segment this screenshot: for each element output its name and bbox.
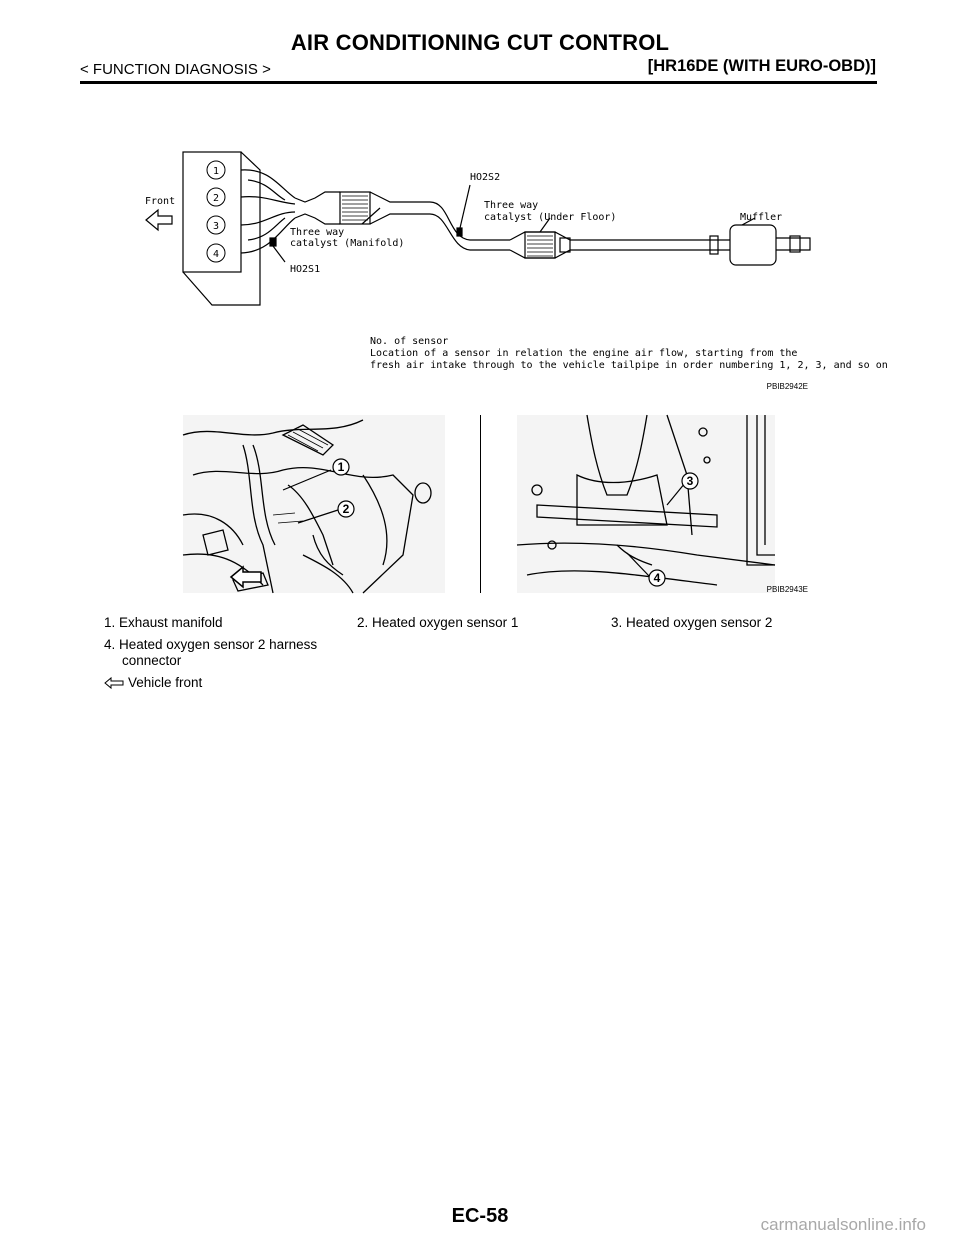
cat-floor-label-1: Three way [484,200,539,211]
cylinder-3-label: 3 [212,221,220,232]
callout-1: 1 [337,460,345,474]
legend-item-4: 4. Heated oxygen sensor 2 harness [104,637,318,652]
engine-bay-photo-left [183,415,445,593]
cylinder-4-label: 4 [212,249,220,260]
page-title: AIR CONDITIONING CUT CONTROL [290,30,670,55]
cat-manifold-label-1: Three way [290,227,345,238]
callout-3: 3 [686,474,694,488]
ho2s1-label: HO2S1 [290,264,321,275]
cylinder-1-label: 1 [212,166,220,177]
front-arrow-icon [146,210,172,230]
legend-item-2: 2. Heated oxygen sensor 1 [357,615,519,630]
header-rule [80,81,877,84]
section-label: < FUNCTION DIAGNOSIS > [80,61,271,78]
front-label: Front [145,196,176,207]
cat-manifold-label-2: catalyst (Manifold) [290,238,405,249]
model-label: [HR16DE (WITH EURO-OBD)] [647,57,876,75]
legend-item-1: 1. Exhaust manifold [104,615,223,630]
exhaust-layout-diagram [130,140,888,390]
legend-vehicle-front: Vehicle front [128,675,203,690]
callout-4: 4 [653,571,661,585]
page-number: EC-58 [451,1205,509,1227]
sensor-note-line-1: No. of sensor [370,336,449,347]
figure2-code: PBIB2943E [766,585,808,594]
muffler-label: Muffler [740,212,783,223]
legend-item-3: 3. Heated oxygen sensor 2 [611,615,773,630]
figure1-code: PBIB2942E [766,382,808,391]
cylinder-2-label: 2 [212,193,220,204]
callout-2: 2 [342,502,350,516]
site-watermark: carmanualsonline.info [760,1215,926,1234]
sensor-note-line-2: Location of a sensor in relation the engine air flow, starting from the [370,348,798,359]
sensor-note-line-3: fresh air intake through to the vehicle tailpipe in order numbering 1, 2, 3, and so on [370,360,888,371]
vehicle-front-legend-icon [104,677,124,689]
legend-item-4-cont: connector [122,653,182,668]
ho2s2-label: HO2S2 [470,172,501,183]
photo-divider [480,415,481,593]
engine-bay-photo-right [517,415,775,593]
cat-floor-label-2: catalyst (Under Floor) [484,212,617,223]
